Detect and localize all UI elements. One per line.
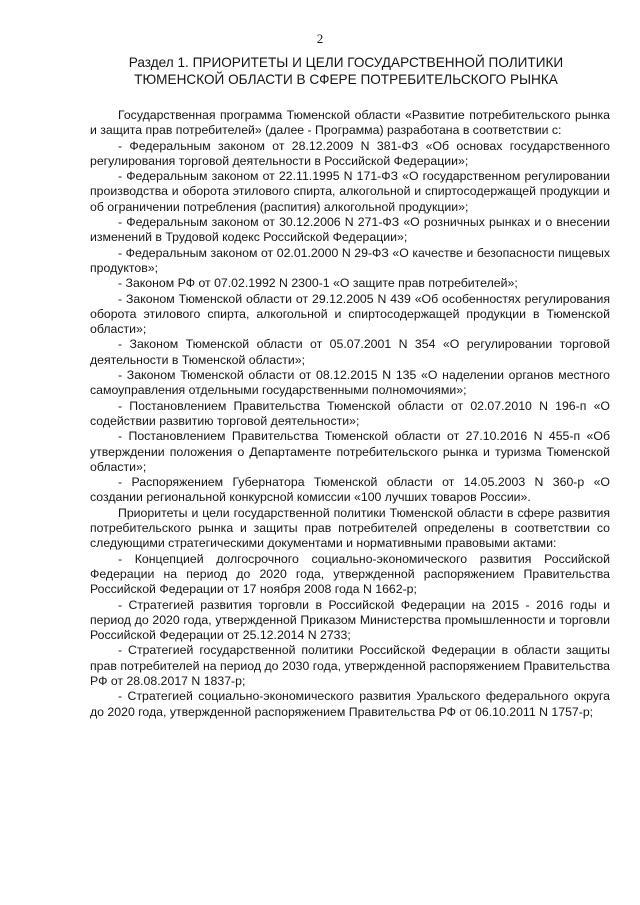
list-item-federal-law-171: - Федеральным законом от 22.11.1995 N 171-ФЗ «О государственном регулировании производства и оборота этилового спирта, алкогольной и спиртосодержащей продукции и об ограничении потребления (распития) алкогольной продукции»; — [90, 169, 610, 214]
list-item-resolution-455: - Постановлением Правительства Тюменской области от 27.10.2016 N 455-п «Об утверждении положения о Департаменте потребительского рынка и туризма Тюменской области»; — [90, 429, 610, 474]
list-item-federal-law-381: - Федеральным законом от 28.12.2009 N 381-ФЗ «Об основах государственного регулирования торговой деятельности в Российской Федерации»; — [90, 138, 610, 168]
list-item-regional-law-135: - Законом Тюменской области от 08.12.2015 N 135 «О наделении органов местного самоуправления отдельными государственными полномочиями»; — [90, 368, 610, 398]
priorities-paragraph: Приоритеты и цели государственной политики Тюменской области в сфере развития потребительского рынка и защиты прав потребителей определены в соответствии со следующими стратегическими документами и нормативными правовыми актами: — [90, 505, 610, 551]
list-item-resolution-196: - Постановлением Правительства Тюменской области от 02.07.2010 N 196-п «О содействии развитию торговой деятельности»; — [90, 398, 610, 428]
list-item-federal-law-29: - Федеральным законом от 02.01.2000 N 29-ФЗ «О качестве и безопасности пищевых продуктов»; — [90, 245, 610, 275]
list-item-trade-strategy: - Стратегией развития торговли в Российской Федерации на 2015 - 2016 годы и период до 2020 года, утвержденной Приказом Министерства промышленности и торговли Российской Федерации от 25.12.2014 N 2733; — [90, 597, 610, 643]
section-title: Раздел 1. ПРИОРИТЕТЫ И ЦЕЛИ ГОСУДАРСТВЕННОЙ ПОЛИТИКИ ТЮМЕНСКОЙ ОБЛАСТИ В СФЕРЕ ПОТРЕБИТЕЛЬСКОГО РЫНКА — [128, 55, 564, 87]
document-body — [90, 108, 610, 720]
list-item-regional-law-439: - Законом Тюменской области от 29.12.2005 N 439 «Об особенностях регулирования оборота этилового спирта, алкогольной и спиртосодержащей продукции в Тюменской области»; — [90, 291, 610, 337]
list-item-order-360: - Распоряжением Губернатора Тюменской области от 14.05.2003 N 360-р «О создании региональной конкурсной комиссии «100 лучших товаров России». — [90, 475, 610, 505]
intro-paragraph: Государственная программа Тюменской области «Развитие потребительского рынка и защита прав потребителей» (далее - Программа) разработана в соответствии с: — [90, 108, 610, 138]
list-item-concept-2020: - Концепцией долгосрочного социально-экономического развития Российской Федерации на период до 2020 года, утвержденной распоряжением Правительства Российской Федерации от 17 ноября 2008 года N 1662-р; — [90, 551, 610, 597]
list-item-federal-law-271: - Федеральным законом от 30.12.2006 N 271-ФЗ «О розничных рынках и о внесении изменений в Трудовой кодекс Российской Федерации»; — [90, 215, 610, 245]
list-item-regional-law-354: - Законом Тюменской области от 05.07.2001 N 354 «О регулировании торговой деятельности в Тюменской области»; — [90, 337, 610, 367]
list-item-consumer-rights-strategy: - Стратегией государственной политики Российской Федерации в области защиты прав потребителей на период до 2030 года, утвержденной распоряжением Правительства РФ от 28.08.2017 N 1837-р; — [90, 643, 610, 688]
page-number: 2 — [316, 31, 324, 46]
list-item-law-2300-1: - Законом РФ от 07.02.1992 N 2300-1 «О защите прав потребителей»; — [118, 276, 518, 291]
list-item-ural-strategy: - Стратегией социально-экономического развития Уральского федерального округа до 2020 года, утвержденной распоряжением Правительства РФ от 06.10.2011 N 1757-р; — [90, 689, 610, 719]
